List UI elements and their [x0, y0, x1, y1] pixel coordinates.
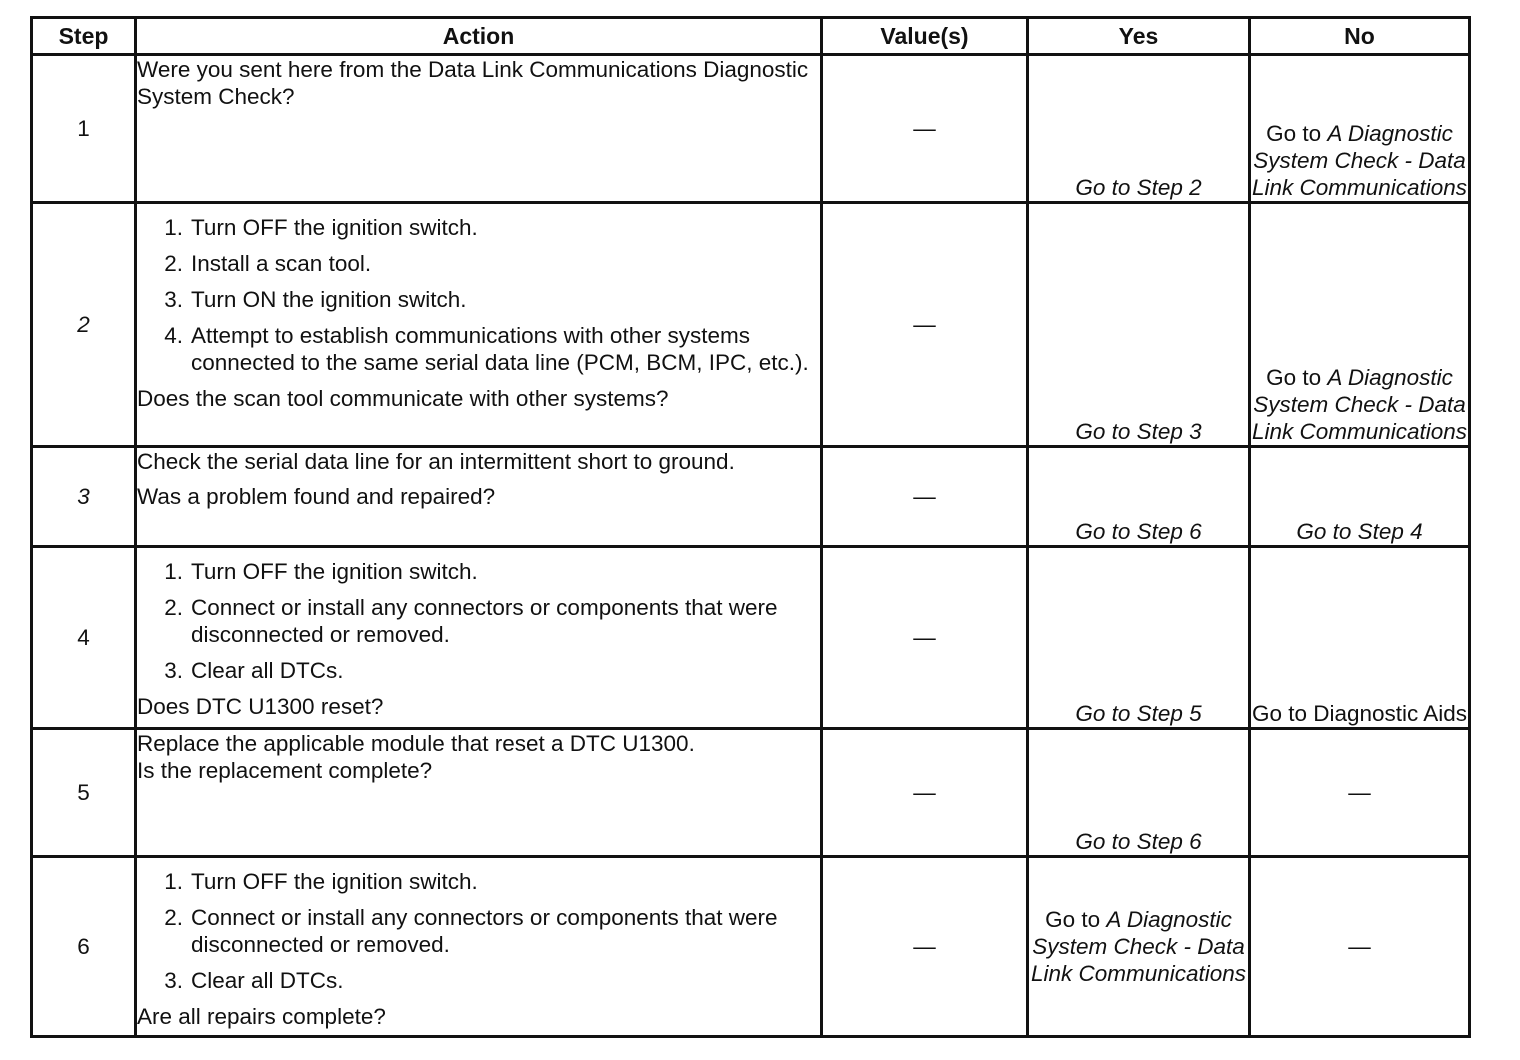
action-cell	[136, 857, 822, 1037]
list-item: 1. Turn OFF the ignition switch.	[164, 869, 478, 894]
value-cell: —	[822, 447, 1028, 547]
yes-link[interactable]: Go to Step 6	[1075, 519, 1202, 544]
step-number: 1	[32, 55, 136, 203]
list-item: 2. Connect or install any connectors or components that were disconnected or removed.	[164, 595, 778, 647]
list-item: 3. Clear all DTCs.	[164, 968, 344, 993]
step-number: 4	[32, 547, 136, 729]
yes-link[interactable]: Go to Step 6	[1075, 829, 1202, 854]
action-question: Was a problem found and repaired?	[137, 484, 496, 509]
yes-prefix: Go to	[1045, 907, 1107, 932]
header-no: No	[1250, 18, 1470, 55]
yes-link[interactable]: Go to Step 2	[1075, 175, 1202, 200]
action-text: Replace the applicable module that reset a DTC U1300.	[137, 731, 695, 756]
action-cell	[136, 547, 822, 729]
table-row	[32, 203, 1470, 447]
yes-link[interactable]: Go to Step 5	[1075, 701, 1202, 726]
no-link[interactable]: Go to Diagnostic Aids	[1251, 701, 1468, 726]
header-yes: Yes	[1028, 18, 1250, 55]
table-row	[32, 447, 1470, 547]
no-link[interactable]: A Diagnostic System Check - Data Link Communications	[1251, 121, 1468, 200]
no-link[interactable]: A Diagnostic System Check - Data Link Communications	[1251, 365, 1468, 444]
header-action: Action	[136, 18, 822, 55]
list-item: 1. Turn OFF the ignition switch.	[164, 559, 478, 584]
no-prefix: Go to	[1266, 365, 1328, 390]
action-cell	[136, 203, 822, 447]
list-item: 2. Connect or install any connectors or components that were disconnected or removed.	[164, 905, 778, 957]
yes-cell	[1028, 729, 1250, 857]
list-item: 1. Turn OFF the ignition switch.	[164, 215, 478, 240]
yes-cell	[1028, 203, 1250, 447]
no-cell: —	[1250, 857, 1470, 1037]
action-steps	[137, 214, 820, 385]
table-row	[32, 547, 1470, 729]
action-text: Check the serial data line for an intermittent short to ground.	[137, 449, 735, 474]
no-cell	[1250, 203, 1470, 447]
yes-cell	[1028, 447, 1250, 547]
table-row	[32, 857, 1470, 1037]
step-number: 5	[32, 729, 136, 857]
action-cell	[136, 447, 822, 547]
action-question: Is the replacement complete?	[137, 758, 433, 783]
action-question: Does the scan tool communicate with other systems?	[137, 386, 669, 411]
header-row	[32, 18, 1470, 55]
value-cell: —	[822, 547, 1028, 729]
step-number: 2	[32, 203, 136, 447]
action-steps	[137, 868, 820, 1003]
action-steps	[137, 558, 820, 693]
value-cell: —	[822, 203, 1028, 447]
list-item: 3. Turn ON the ignition switch.	[164, 287, 467, 312]
yes-link[interactable]: Go to Step 3	[1075, 419, 1202, 444]
no-link[interactable]: Go to Step 4	[1296, 519, 1423, 544]
yes-cell	[1028, 55, 1250, 203]
no-cell	[1250, 55, 1470, 203]
list-item: 3. Clear all DTCs.	[164, 658, 344, 683]
no-prefix: Go to	[1266, 121, 1328, 146]
header-values: Value(s)	[822, 18, 1028, 55]
action-question: Does DTC U1300 reset?	[137, 694, 384, 719]
value-cell: —	[822, 857, 1028, 1037]
action-cell	[136, 55, 822, 203]
action-cell	[136, 729, 822, 857]
table-row	[32, 55, 1470, 203]
yes-link[interactable]: A Diagnostic System Check - Data Link Communications	[1030, 907, 1247, 986]
table-row	[32, 729, 1470, 857]
list-item: 4. Attempt to establish communications with other systems connected to the same serial data line (PCM, BCM, IPC, etc.).	[164, 323, 809, 375]
yes-cell	[1028, 547, 1250, 729]
step-number: 6	[32, 857, 136, 1037]
header-step: Step	[32, 18, 136, 55]
no-cell: —	[1250, 729, 1470, 857]
diagnostic-table	[30, 16, 1471, 1038]
no-cell	[1250, 547, 1470, 729]
step-number: 3	[32, 447, 136, 547]
list-item: 2. Install a scan tool.	[164, 251, 372, 276]
value-cell: —	[822, 729, 1028, 857]
action-text: Were you sent here from the Data Link Communications Diagnostic System Check?	[137, 57, 809, 109]
yes-cell	[1028, 857, 1250, 1037]
value-cell: —	[822, 55, 1028, 203]
action-question: Are all repairs complete?	[137, 1004, 386, 1029]
no-cell	[1250, 447, 1470, 547]
